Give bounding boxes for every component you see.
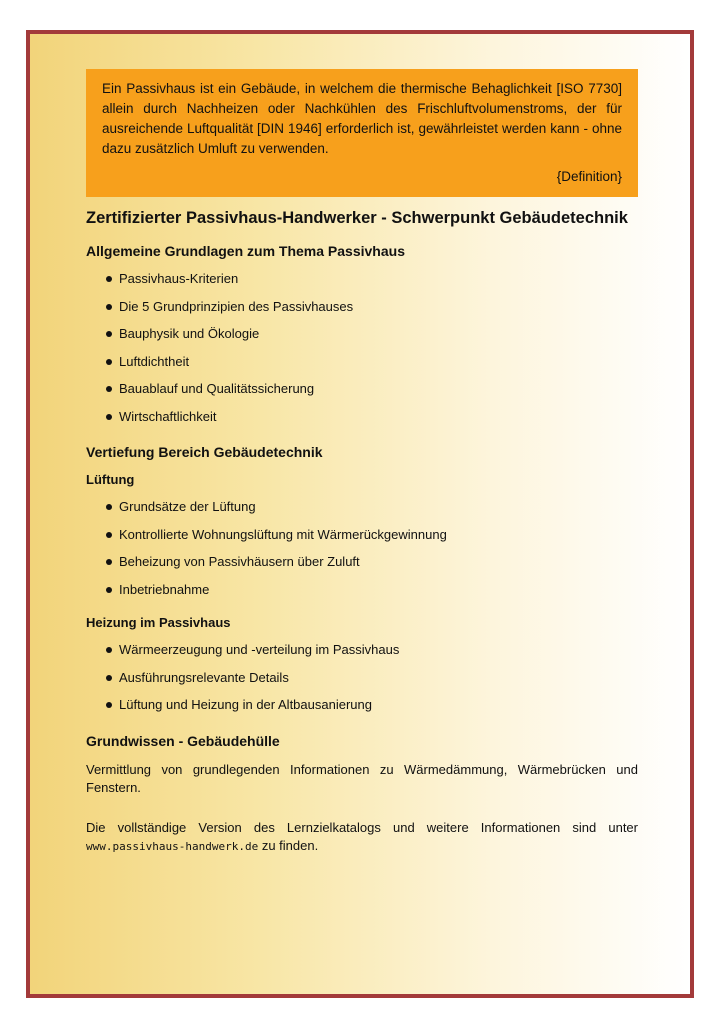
list-item-text: Inbetriebnahme <box>119 581 210 597</box>
lueftung-list <box>86 493 638 603</box>
list-item-text: Wärmeerzeugung und -verteilung im Passivhaus <box>119 642 400 657</box>
bullet-icon <box>106 559 112 565</box>
heizung-list <box>86 636 638 719</box>
bullet-icon <box>106 359 112 365</box>
list-item <box>106 493 638 521</box>
bullet-icon <box>106 386 112 392</box>
definition-text: Ein Passivhaus ist ein Gebäude, in welchem die thermische Behaglichkeit [ISO 7730] allein durch Nachheizen oder Nachkühlen des Frischluftvolumenstroms, der für ausreichende Luftqualität [DIN 1946] erforderlich ist, gewährleistet werden kann - ohne dazu zusätzlich Umluft zu verwenden. <box>102 81 622 156</box>
section-heading-gebaeudehuelle: Grundwissen - Gebäudehülle <box>86 732 280 749</box>
bullet-icon <box>106 331 112 337</box>
list-item-text: Die 5 Grundprinzipien des Passivhauses <box>119 298 354 314</box>
list-item-text: Bauablauf und Qualitätssicherung <box>119 381 315 396</box>
bullet-icon <box>106 647 112 653</box>
definition-tag: {Definition} <box>556 169 622 184</box>
list-item-text: Beheizung von Passivhäusern über Zuluft <box>119 554 360 569</box>
footer-text-before: Die vollständige Version des Lernzielkatalogs und weitere Informationen sind unter <box>86 819 638 835</box>
list-item <box>106 636 638 664</box>
list-item <box>106 664 638 692</box>
list-item-text: Ausführungsrelevante Details <box>119 669 289 685</box>
page-frame <box>26 30 694 998</box>
bullet-icon <box>106 675 112 681</box>
section-heading-grundlagen: Allgemeine Grundlagen zum Thema Passivhaus <box>86 243 405 259</box>
website-link[interactable]: www.passivhaus-handwerk.de <box>86 839 259 853</box>
grundlagen-list <box>86 265 638 430</box>
list-item <box>106 521 638 549</box>
list-item-text: Grundsätze der Lüftung <box>119 499 256 514</box>
bullet-icon <box>106 504 112 510</box>
footer-text-after: zu finden. <box>261 837 319 853</box>
list-item-text: Wirtschaftlichkeit <box>119 408 217 424</box>
bullet-icon <box>106 414 112 420</box>
bullet-icon <box>106 304 112 310</box>
section-heading-gebaeudetechnik: Vertiefung Bereich Gebäudetechnik <box>86 444 323 460</box>
bullet-icon <box>106 532 112 538</box>
list-item <box>106 576 638 604</box>
list-item <box>106 320 638 348</box>
bullet-icon <box>106 276 112 282</box>
page-content <box>86 69 638 856</box>
list-item <box>106 548 638 576</box>
definition-box <box>86 69 638 197</box>
list-item <box>106 403 638 431</box>
list-item-text: Passivhaus-Kriterien <box>119 271 239 286</box>
list-item <box>106 691 638 719</box>
list-item <box>106 265 638 293</box>
bullet-icon <box>106 702 112 708</box>
list-item-text: Lüftung und Heizung in der Altbausanierung <box>119 697 372 712</box>
subheading-heizung: Heizung im Passivhaus <box>86 615 231 630</box>
list-item-text: Bauphysik und Ökologie <box>119 326 260 341</box>
subheading-lueftung: Lüftung <box>86 472 135 487</box>
bullet-icon <box>106 587 112 593</box>
list-item-text: Luftdichtheit <box>119 353 190 369</box>
list-item-text: Kontrollierte Wohnungslüftung mit Wärmerückgewinnung <box>119 526 447 542</box>
list-item <box>106 293 638 321</box>
page-title: Zertifizierter Passivhaus-Handwerker - Schwerpunkt Gebäudetechnik <box>86 209 628 227</box>
list-item <box>106 348 638 376</box>
list-item <box>106 375 638 403</box>
footer-note <box>86 819 638 856</box>
gebaeudehuelle-text: Vermittlung von grundlegenden Informationen zu Wärmedämmung, Wärmebrücken und Fenstern. <box>86 761 638 795</box>
